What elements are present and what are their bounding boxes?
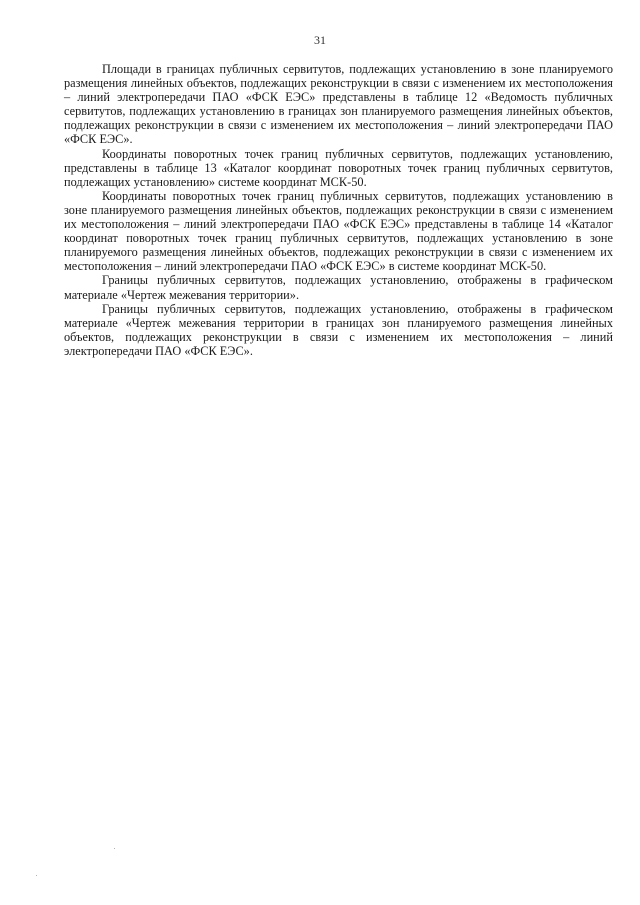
paragraph-coordinates-table-13: Координаты поворотных точек границ публичных сервитутов, подлежащих установлению, представлены в таблице 13 «Каталог координат поворотных точек границ публичных сервитутов, подлежащих установлению» системе координат МСК-50.: [64, 146, 613, 189]
paragraph-coordinates-table-14: Координаты поворотных точек границ публичных сервитутов, подлежащих установлению в зоне планируемого размещения линейных объектов, подлежащих реконструкции в связи с изменением их местоположения – линий электропередачи ПАО «ФСК ЕЭС» представлены в таблице 14 «Каталог координат поворотных точек границ публичных сервитутов, подлежащих установлению в зоне планируемого размещения линейных объектов, подлежащих реконструкции в связи с изменением их местоположения – линий электропередачи ПАО «ФСК ЕЭС» в системе координат МСК-50.: [64, 188, 613, 274]
page-number: 31: [314, 33, 326, 47]
paragraph-public-servitude-areas: Площади в границах публичных сервитутов, подлежащих установлению в зоне планируемого размещения линейных объектов, подлежащих реконструкции в связи с изменением их местоположения – линий электропередачи ПАО «ФСК ЕЭС» представлены в таблице 12 «Ведомость публичных сервитутов, подлежащих установлению в границах зон планируемого размещения линейных объектов, подлежащих реконструкции в связи с изменением их местоположения – линий электропередачи ПАО «ФСК ЕЭС».: [64, 62, 613, 147]
paragraph-boundaries-drawing-zones: Границы публичных сервитутов, подлежащих установлению, отображены в графическом материале «Чертеж межевания территории в границах зон планируемого размещения линейных объектов, подлежащих реконструкции в связи с изменением их местоположения – линий электропередачи ПАО «ФСК ЕЭС».: [64, 301, 613, 358]
scan-speck: [114, 848, 115, 849]
document-body: [64, 62, 613, 358]
scan-speck: [36, 875, 37, 876]
paragraph-boundaries-drawing: Границы публичных сервитутов, подлежащих установлению, отображены в графическом материале «Чертеж межевания территории».: [64, 273, 613, 302]
